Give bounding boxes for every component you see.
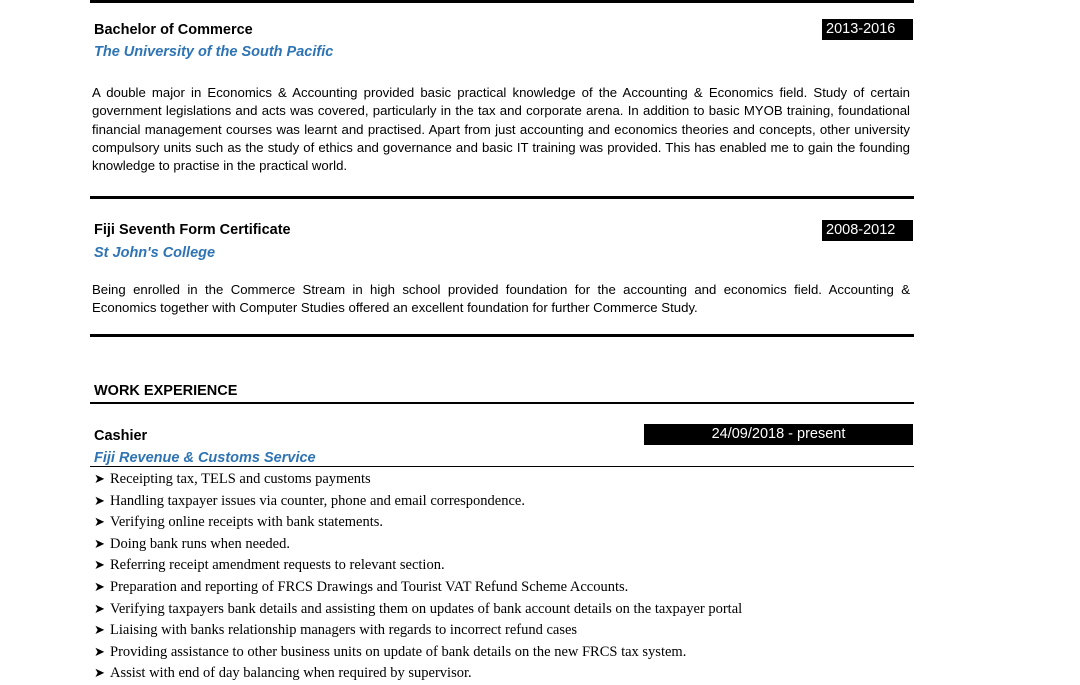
arrowhead-bullet-icon: ➤	[94, 644, 105, 660]
section-divider	[90, 402, 914, 404]
arrowhead-bullet-icon: ➤	[94, 515, 105, 531]
degree-title: Fiji Seventh Form Certificate	[94, 222, 291, 238]
degree-title: Bachelor of Commerce	[94, 22, 253, 38]
arrowhead-bullet-icon: ➤	[94, 472, 105, 487]
list-item: ➤ Preparation and reporting of FRCS Drawings and Tourist VAT Refund Scheme Accounts.	[94, 577, 742, 599]
list-item: ➤ Doing bank runs when needed.	[94, 534, 742, 556]
list-item: ➤ Assist with end of day balancing when required by supervisor.	[94, 663, 742, 685]
list-item: ➤ Verifying online receipts with bank statements.	[94, 512, 742, 534]
arrowhead-bullet-icon: ➤	[94, 558, 105, 574]
list-item: ➤ Liaising with banks relationship managers with regards to incorrect refund cases	[94, 620, 742, 642]
section-divider	[90, 196, 914, 199]
duties-list	[94, 469, 742, 685]
list-item: ➤ Referring receipt amendment requests to relevant section.	[94, 555, 742, 577]
degree-description: A double major in Economics & Accounting provided basic practical knowledge of the Accounting & Economics field. Study of certain government legislations and acts was covered, particularly in the tax and corporate arena. In addition to basic MYOB training, foundational financial management courses was learnt and practised. Apart from just accounting and economics theories and concepts, other university compulsory units such as the study of ethics and governance and basic IT training was provided. This has enabled me to gain the founding knowledge to practise in the practical world.	[92, 85, 910, 174]
arrowhead-bullet-icon: ➤	[94, 536, 105, 552]
institution-name: St John's College	[94, 245, 216, 261]
degree-description: Being enrolled in the Commerce Stream in high school provided foundation for the accounting and economics field. Accounting & Economics together with Computer Studies offered an excellent foundation for further Commerce Study.	[92, 282, 910, 316]
section-divider	[90, 334, 914, 337]
top-divider	[90, 0, 914, 3]
list-item: ➤ Providing assistance to other business units on update of bank details on the new FRCS tax system.	[94, 642, 742, 664]
job-title: Cashier	[94, 428, 148, 444]
arrowhead-bullet-icon: ➤	[94, 493, 105, 509]
employer-underline	[90, 466, 914, 467]
section-title: WORK EXPERIENCE	[94, 383, 238, 399]
list-item: ➤ Handling taxpayer issues via counter, phone and email correspondence.	[94, 491, 742, 513]
arrowhead-bullet-icon: ➤	[94, 579, 105, 595]
arrowhead-bullet-icon: ➤	[94, 601, 105, 617]
date-badge: 24/09/2018 - present	[644, 424, 913, 445]
employer-name: Fiji Revenue & Customs Service	[94, 450, 316, 466]
date-badge: 2013-2016	[822, 19, 913, 40]
arrowhead-bullet-icon: ➤	[94, 623, 105, 639]
institution-name: The University of the South Pacific	[94, 44, 334, 60]
list-item: ➤ Receipting tax, TELS and customs payments	[94, 469, 742, 491]
date-badge: 2008-2012	[822, 220, 913, 241]
arrowhead-bullet-icon: ➤	[94, 666, 105, 682]
list-item: ➤ Verifying taxpayers bank details and assisting them on updates of bank account details on the taxpayer portal	[94, 599, 742, 621]
